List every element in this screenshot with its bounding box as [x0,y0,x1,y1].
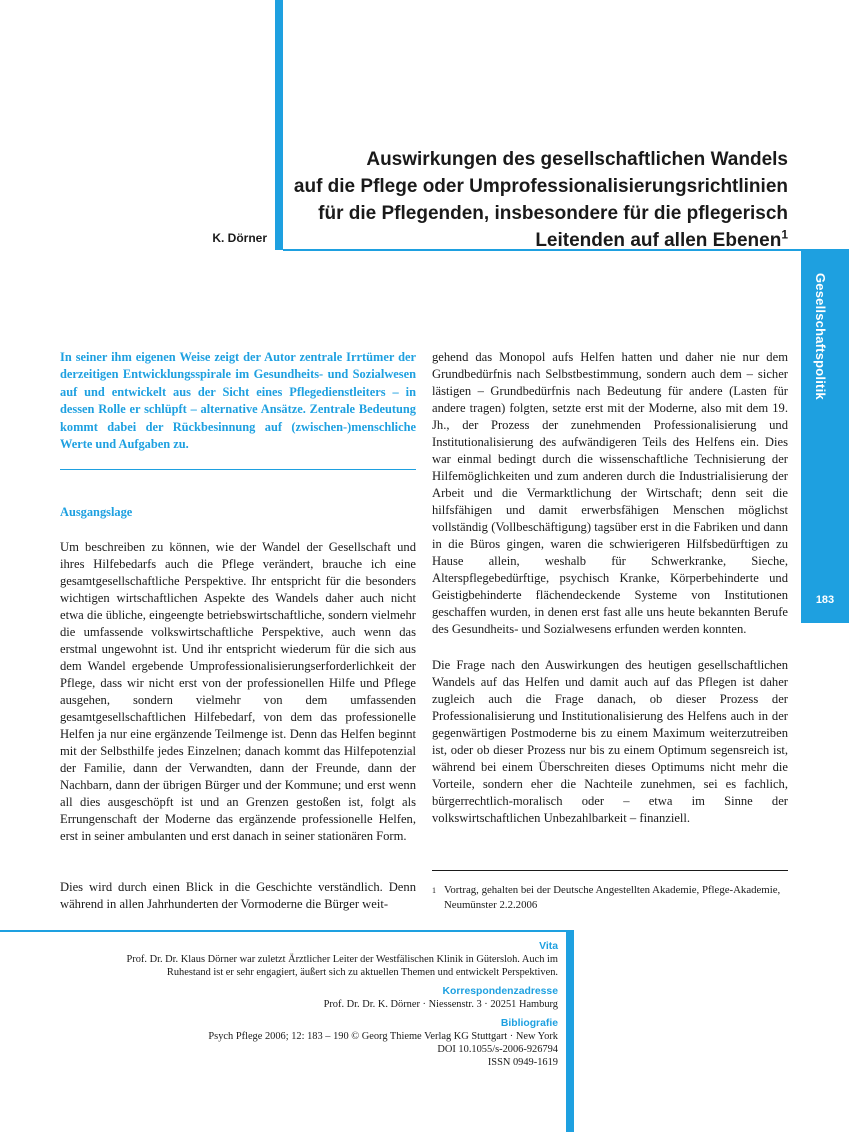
bibliography-citation: Psych Pflege 2006; 12: 183 – 190 © Georg Thieme Verlag KG Stuttgart · New York [208,1031,558,1042]
title-line-1: Auswirkungen des gesellschaftlichen Wandels [366,149,788,170]
paragraph-text: Um beschreiben zu können, wie der Wandel der Gesellschaft und ihres Hilfebedarfs auch die Pflege verändert, brauche ich eine gesamtgesellschaftliche Perspektive. Ihr entspricht für die besonders wichtigen wirtschaftlichen Aspekte des Wandels daher auch nicht etwa die übliche, eingeengte betriebswirtschaftliche, sondern vielmehr die umfassende volkswirtschaftliche Perspektive, auch wenn das erstmal ungewohnt ist. Und ihr entspricht wiederum für die sich aus dem Wandel ergebende Umprofessionalisierungserforderlichkeit der Pflege, dass wir nicht erst von der professionellen Hilfe und Pflege ausgehen, sondern vielmehr von dem umfassenden gesamtgesellschaftlichen Hilfebedarf, von dem das professionelle Helfen ja nur eine ergänzende Teilmenge ist. Denn das Helfen beginnt mit der Selbsthilfe jedes Einzelnen; danach kommt das Hilfepotenzial der Familie, dann der Verwandten, dann der Freunde, dann der Nachbarn, dann der übrigen Bürger und der Kommune; und erst wenn all dies ausgeschöpft ist und an Grenzen gestoßen ist, folgt als Errungenschaft der Moderne das ergänzende professionelle Helfen, erst in seiner ambulanten und erst danach in seiner stationären Form. [60,540,416,843]
vita-line: Prof. Dr. Dr. Klaus Dörner war zuletzt Ärztlicher Leiter der Westfälischen Klinik in Gütersloh. Auch im [126,954,558,965]
footnote-text: Vortrag, gehalten bei der Deutsche Angestellten Akademie, Pflege-Akademie, Neumünster 2.2.2006 [444,884,781,911]
footnote-mark: 1 [432,886,436,895]
body-paragraph [60,539,416,845]
bibliography-heading: Bibliografie [500,1018,558,1029]
correspondence-block [60,985,558,1011]
section-heading: Ausgangslage [60,505,133,519]
article-meta [60,940,558,1075]
vita-line: Ruhestand ist er sehr engagiert, äußert sich zu aktuellen Themen und entwickelt Perspektiven. [166,967,558,978]
article-title [290,146,788,254]
author-name: K. Dörner [212,231,267,245]
accent-bar-bottom [566,930,574,1132]
vita-rule [0,930,566,932]
title-line-3: für die Pflegenden, insbesondere für die pflegerisch [318,203,788,224]
footnote-rule [432,870,788,871]
paragraph-text: Die Frage nach den Auswirkungen des heutigen gesellschaftlichen Wandels auf das Helfen und damit auch auf das Pflegen ist daher zugleich auch die Frage danach, ob dieser Prozess der Professionalisierung und Institutionalisierung des Helfens auch in der gegenwärtigen Postmoderne bis zu einem Maximum weiterzutreiben ist, oder ob dieser Prozess nur bis zu einem Optimum segensreich ist, während bei einem Überschreiten dieses Optimums nicht mehr die Vorteile, sondern eher die Nachteile zunehmen, sei es fachlich, bürgerrechtlich-moralisch oder – etwa im Sinne der volkswirtschaftlichen Unbezahlbarkeit – finanziell. [432,658,788,825]
vita-heading: Vita [539,941,558,952]
paragraph-text: Dies wird durch einen Blick in die Geschichte verständlich. Denn während in allen Jahrhunderten der Vormoderne die Bürger weit- [60,880,416,911]
accent-bar-top [275,0,283,250]
body-paragraph [60,879,416,913]
paragraph-text: gehend das Monopol aufs Helfen hatten und daher nie nur dem Grundbedürfnis nach Selbstbestimmung, sondern auch dem – sicher lästigen – Grundbedürfnis nach Bedeutung für andere (Lasten für andere tragen) folgten, setzte erst mit der Moderne, also mit dem 19. Jh., der Prozess der zunehmenden Professionalisierung und Institutionalisierung des aufwändigeren Teils des Helfens ein. Dies war einmal bedingt durch die wissenschaftliche Technisierung der Hilfemöglichkeiten und zum anderen durch die Industrialisierung der Arbeit und die Vermarktlichung der Wirtschaft; denn seit die hilfsfähigen und damit erwerbsfähigen Menschen möglichst vollständig (Vollbeschäftigung) tagsüber erst in die Fabriken und dann in die Büros gingen, waren die schwierigeren Hilfsbedürftigen zu Hause allein, weshalb für Schwerkranke, Sieche, Alterspflegebedürftige, psychisch Kranke, Körperbehinderte und Geistigbehinderte flächendeckende Systeme von Institutionen geschaffen wurden, in denen erst fast alle uns heute bekannten Berufe des Gesundheits- und Sozialwesens erfunden werden konnten. [432,350,788,636]
title-footnote-mark: 1 [781,227,788,242]
body-paragraph [432,349,788,638]
correspondence-address: Prof. Dr. Dr. K. Dörner · Niessenstr. 3 · 20251 Hamburg [323,999,558,1010]
body-paragraph [432,657,788,827]
correspondence-heading: Korrespondenzadresse [442,986,558,997]
page-number: 183 [815,594,835,606]
vita-block [60,940,558,979]
bibliography-block [60,1017,558,1069]
title-line-2: auf die Pflege oder Umprofessionalisierungsrichtlinien [293,176,788,197]
section-side-tab [801,251,849,623]
bibliography-issn: ISSN 0949-1619 [487,1057,558,1068]
title-line-4: Leitenden auf allen Ebenen [535,230,782,251]
footnote [432,883,788,913]
abstract: In seiner ihm eigenen Weise zeigt der Autor zentrale Irrtümer der derzeitigen Entwicklungsspirale im Gesundheits- und Sozialwesen auf und entwickelt aus der Sicht eines Pflegedienstleiters – in dessen Rolle er schlüpft – alternative Ansätze. Zentrale Bedeutung kommt dabei der Rückbesinnung auf (zwischen-)menschliche Werte und Aufgaben zu. [60,350,416,452]
bibliography-doi: DOI 10.1055/s-2006-926794 [437,1044,558,1055]
abstract-rule [60,469,416,470]
side-tab-label: Gesellschaftspolitik [813,273,828,400]
